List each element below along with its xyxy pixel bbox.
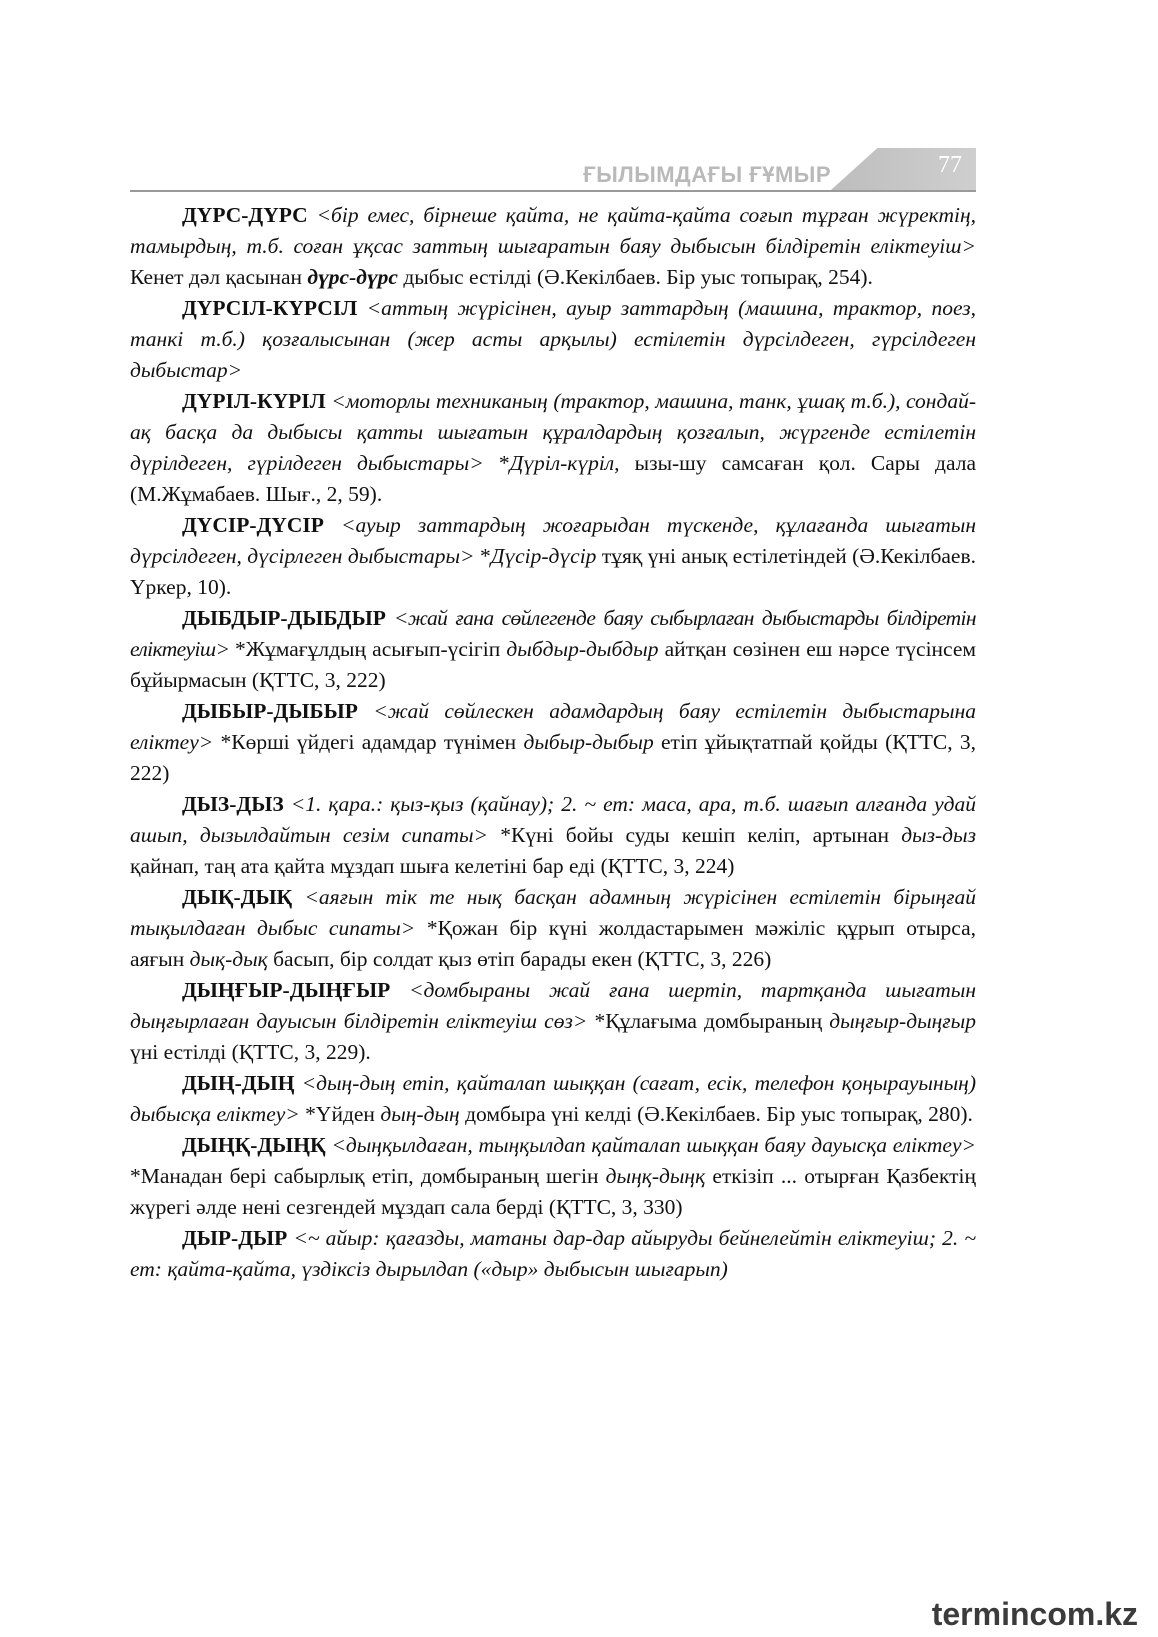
example-word: Дүріл-күріл, — [509, 451, 620, 475]
example-source: ызы-шу самсаған қол. Сары дала (М.Жұмабаев. Шығ., 2, 59). — [130, 451, 976, 506]
example-word: дыңғыр-дыңғыр — [829, 1009, 976, 1033]
definition: <1. қара.: қыз-қыз (қайнау); 2. ~ ет: маса, ара, т.б. шағып алғанда удай ашып, дызылдайтын сезім сипаты> — [130, 792, 976, 847]
example-word: дық-дық — [189, 947, 268, 971]
header-rule — [130, 190, 976, 192]
headword: ДЫР-ДЫР — [182, 1226, 288, 1250]
example-text: *Манадан бері сабырлық етіп, домбыраның шегін — [130, 1164, 606, 1188]
example-source: еткізіп ... отырған Қазбектің жүрегі әлде нені сезгендей мұздап сала берді (ҚТТС, 3, 330) — [130, 1164, 976, 1219]
headword: ДҮРІЛ-КҮРІЛ — [182, 389, 326, 413]
example-source: үні естілді (ҚТТС, 3, 229). — [130, 1040, 371, 1064]
definition: <домбыраны жай ғана шертіп, тартқанда шығатын дыңғырлаған дауысын білдіретін еліктеуіш сөз> — [130, 978, 976, 1033]
example-source: тұяқ үні анық естілетіндей (Ә.Кекілбаев. Үркер, 10). — [130, 544, 976, 599]
dictionary-entry — [130, 975, 976, 1068]
example-source: айтқан сөзінен еш нәрсе түсінсем бұйырмасын (ҚТТС, 3, 222) — [130, 637, 976, 692]
headword: ДҮРСІЛ-КҮРСІЛ — [182, 296, 358, 320]
headword: ДЫЗ-ДЫЗ — [182, 792, 284, 816]
definition: <бір емес, бірнеше қайта, не қайта-қайта соғып тұрған жүректің, тамырдың, т.б. соған ұқсас заттың шығаратын баяу дыбысын білдіретін еліктеуіш> — [130, 203, 976, 258]
running-title: ҒЫЛЫМДАҒЫ ҒҰМЫР — [583, 162, 831, 187]
example-source: етіп ұйықтатпай қойды (ҚТТС, 3, 222) — [130, 730, 976, 785]
page-number: 77 — [938, 152, 962, 178]
headword: ДЫҢҒЫР-ДЫҢҒЫР — [182, 978, 391, 1002]
example-text: *Қожан бір күні жолдастарымен мәжіліс құрып отырса, аяғын — [130, 916, 976, 971]
definition: <моторлы техниканың (трактор, машина, танк, ұшақ т.б.), сондай-ақ басқа да дыбысы қатты шығатын құралдардың қозғалып, жүргенде естілетін дүрілдеген, гүрілдеген дыбыстары> — [130, 389, 976, 475]
example-source: дыбыс естілді (Ә.Кекілбаев. Бір уыс топырақ, 254). — [397, 265, 873, 289]
definition: <аяғын тік те нық басқан адамның жүрісінен естілетін бірыңғай тықылдаған дыбыс сипаты> — [130, 885, 976, 940]
example-text: * — [479, 544, 491, 568]
dictionary-entry — [130, 789, 976, 882]
definition: <ауыр заттардың жоғарыдан түскенде, құлағанда шығатын дүрсілдеген, дүсірлеген дыбыстары> — [130, 513, 976, 568]
headword: ДЫБДЫР-ДЫБДЫР — [182, 606, 386, 630]
definition: <аттың жүрісінен, ауыр заттардың (машина, трактор, поез, танкі т.б.) қозғалысынан (жер асты арқылы) естілетін дүрсілдеген, гүрсілдеген дыбыстар> — [130, 296, 976, 382]
example-text: * — [498, 451, 510, 475]
site-watermark: termincom.kz — [931, 1596, 1138, 1632]
example-word: дыбдыр-дыбдыр — [506, 637, 659, 661]
definition: <жай сөйлескен адамдардың баяу естілетін дыбыстарына еліктеу> — [130, 699, 976, 754]
example-word: Дүсір-дүсір — [490, 544, 597, 568]
dictionary-entry — [130, 1223, 976, 1285]
example-word: дүрс-дүрс — [307, 265, 398, 289]
example-text: *Күні бойы суды кешіп келіп, артынан — [500, 823, 902, 847]
headword: ДЫҢ-ДЫҢ — [182, 1071, 295, 1095]
example-text: *Жұмағұлдың асығып-үсігіп — [235, 637, 507, 661]
example-text: *Құлағыма домбыраның — [594, 1009, 830, 1033]
headword: ДЫҚ-ДЫҚ — [182, 885, 293, 909]
example-word: дыбыр-дыбыр — [523, 730, 654, 754]
definition: <дыңқылдаған, тыңқылдап қайталап шыққан баяу дауысқа еліктеу> — [325, 1133, 976, 1157]
dictionary-entry — [130, 603, 976, 696]
dictionary-entry — [130, 1068, 976, 1130]
headword: ДҮСІР-ДҮСІР — [182, 513, 324, 537]
example-word: дыңқ-дыңқ — [605, 1164, 706, 1188]
dictionary-entry — [130, 386, 976, 510]
dictionary-entry — [130, 696, 976, 789]
headword: ДЫҢҚ-ДЫҢҚ — [182, 1133, 326, 1157]
headword: ДҮРС-ДҮРС — [182, 203, 308, 227]
example-text: Кенет дәл қасынан — [130, 265, 308, 289]
dictionary-entry — [130, 510, 976, 603]
dictionary-entry — [130, 293, 976, 386]
definition: <~ айыр: қағазды, матаны дар-дар айыруды бейнелейтін еліктеуіш; 2. ~ ет: қайта-қайта, үздіксіз дырылдап («дыр» дыбысын шығарып) — [130, 1226, 976, 1281]
definition: <жай ғана сөйлегенде баяу сыбырлаған дыбыстарды білдіретін еліктеуіш> — [130, 606, 976, 661]
example-source: басып, бір солдат қыз өтіп барады екен (ҚТТС, 3, 226) — [267, 947, 772, 971]
page-header — [130, 148, 976, 194]
example-source: қайнап, таң ата қайта мұздап шыға келетіні бар еді (ҚТТС, 3, 224) — [130, 854, 735, 878]
example-text: *Көрші үйдегі адамдар түнімен — [220, 730, 524, 754]
example-text: *Үйден — [305, 1102, 381, 1126]
example-source: домбыра үні келді (Ә.Кекілбаев. Бір уыс топырақ, 280). — [459, 1102, 973, 1126]
example-word: дыз-дыз — [901, 823, 976, 847]
definition: <дың-дың етіп, қайталап шыққан (сағат, есік, телефон қоңырауының) дыбысқа еліктеу> — [130, 1071, 976, 1126]
dictionary-entry — [130, 882, 976, 975]
headword: ДЫБЫР-ДЫБЫР — [182, 699, 358, 723]
example-word: дың-дың — [380, 1102, 460, 1126]
dictionary-entry — [130, 200, 976, 293]
dictionary-content — [130, 200, 976, 1285]
dictionary-entry — [130, 1130, 976, 1223]
